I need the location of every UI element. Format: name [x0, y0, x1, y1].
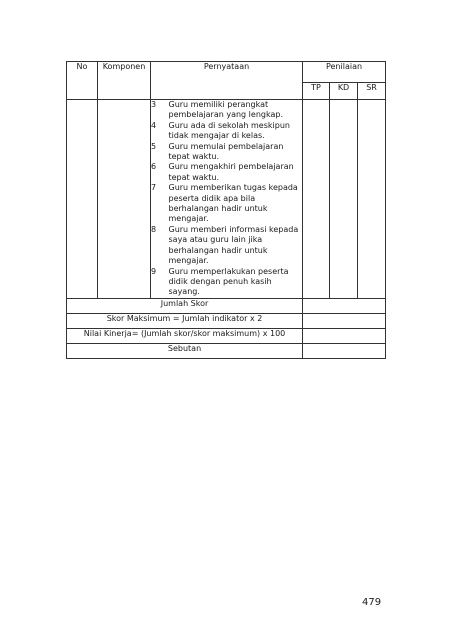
score-cell-kd[interactable]	[330, 100, 358, 121]
score-cell-sr[interactable]	[358, 267, 386, 299]
score-cell-tp[interactable]	[303, 121, 330, 142]
score-cell-sr[interactable]	[358, 121, 386, 142]
item-number: 5	[151, 142, 169, 163]
item-number: 4	[151, 121, 169, 142]
header-komponen: Komponen	[98, 62, 151, 100]
table-row	[67, 100, 386, 121]
item-number: 9	[151, 267, 169, 299]
score-cell-tp[interactable]	[303, 100, 330, 121]
item-statement: Guru ada di sekolah meskipun tidak mengajar di kelas.	[169, 121, 303, 142]
jumlah-skor-value[interactable]	[303, 298, 386, 313]
item-statement: Guru memulai pembelajaran tepat waktu.	[169, 142, 303, 163]
score-cell-kd[interactable]	[330, 142, 358, 163]
summary-row-sebutan	[67, 343, 386, 358]
header-penilaian: Penilaian	[303, 62, 386, 83]
score-cell-sr[interactable]	[358, 225, 386, 267]
summary-row-skor-maksimum	[67, 313, 386, 328]
score-cell-kd[interactable]	[330, 162, 358, 183]
header-no: No	[67, 62, 98, 100]
score-cell-tp[interactable]	[303, 267, 330, 299]
score-cell-tp[interactable]	[303, 162, 330, 183]
header-kd: KD	[330, 83, 358, 100]
score-cell-tp[interactable]	[303, 225, 330, 267]
item-number: 6	[151, 162, 169, 183]
skor-maksimum-label: Skor Maksimum = Jumlah indikator x 2	[67, 313, 303, 328]
score-cell-kd[interactable]	[330, 183, 358, 225]
score-cell-sr[interactable]	[358, 162, 386, 183]
score-cell-tp[interactable]	[303, 142, 330, 163]
score-cell-sr[interactable]	[358, 142, 386, 163]
score-cell-kd[interactable]	[330, 121, 358, 142]
summary-row-nilai-kinerja	[67, 328, 386, 343]
item-number: 8	[151, 225, 169, 267]
summary-row-jumlah-skor	[67, 298, 386, 313]
item-statement: Guru memperlakukan peserta didik dengan penuh kasih sayang.	[169, 267, 303, 299]
score-cell-kd[interactable]	[330, 267, 358, 299]
assessment-table	[66, 61, 386, 359]
header-pernyataan: Pernyataan	[151, 62, 303, 100]
header-sr: SR	[358, 83, 386, 100]
score-cell-sr[interactable]	[358, 183, 386, 225]
page-number: 479	[362, 597, 382, 608]
komponen-cell	[98, 100, 151, 299]
skor-maksimum-value[interactable]	[303, 313, 386, 328]
header-tp: TP	[303, 83, 330, 100]
item-number: 7	[151, 183, 169, 225]
item-statement: Guru memberikan tugas kepada peserta didik apa bila berhalangan hadir untuk mengajar.	[169, 183, 303, 225]
nilai-kinerja-value[interactable]	[303, 328, 386, 343]
jumlah-skor-label: Jumlah Skor	[67, 298, 303, 313]
item-statement: Guru memiliki perangkat pembelajaran yang lengkap.	[169, 100, 303, 121]
no-cell	[67, 100, 98, 299]
score-cell-sr[interactable]	[358, 100, 386, 121]
sebutan-value[interactable]	[303, 343, 386, 358]
nilai-kinerja-label: Nilai Kinerja= (Jumlah skor/skor maksimum) x 100	[67, 328, 303, 343]
score-cell-kd[interactable]	[330, 225, 358, 267]
item-statement: Guru memberi informasi kepada saya atau guru lain jika berhalangan hadir untuk mengajar.	[169, 225, 303, 267]
sebutan-label: Sebutan	[67, 343, 303, 358]
item-number: 3	[151, 100, 169, 121]
score-cell-tp[interactable]	[303, 183, 330, 225]
item-statement: Guru mengakhiri pembelajaran tepat waktu.	[169, 162, 303, 183]
